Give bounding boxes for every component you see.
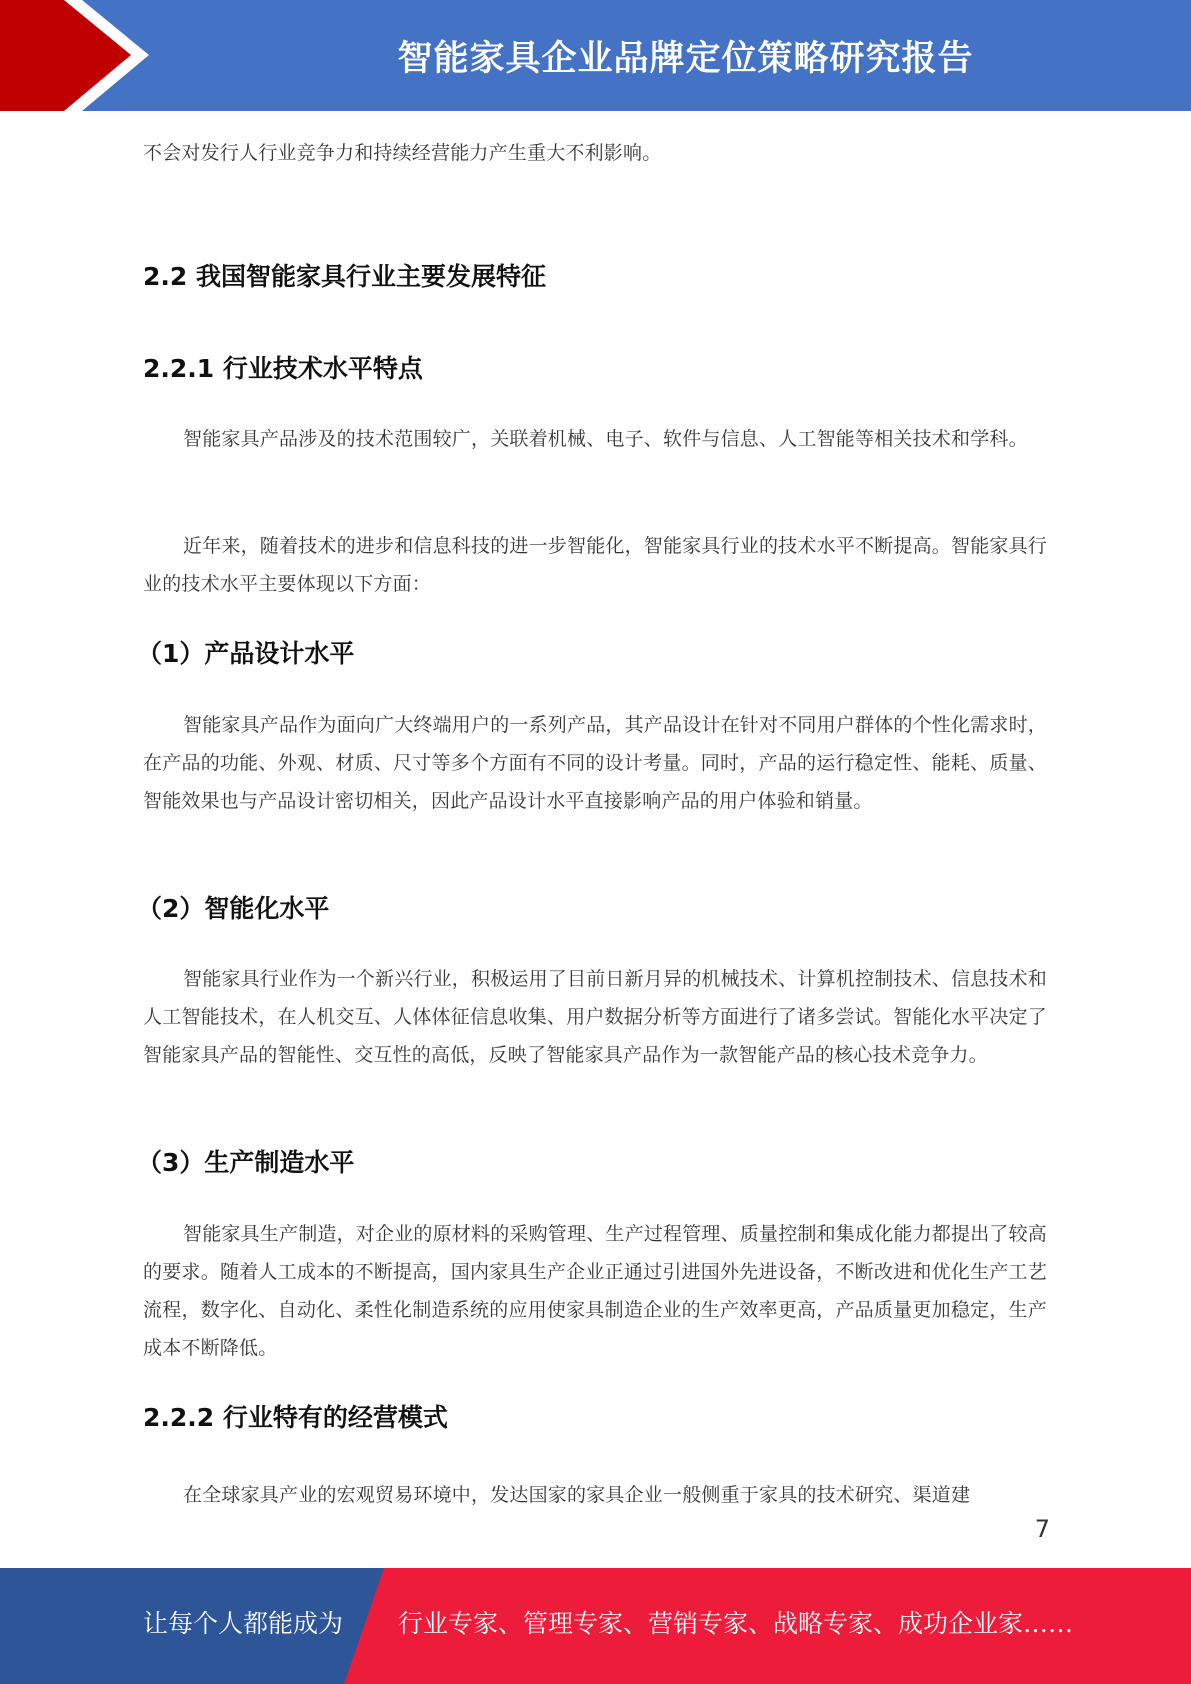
- report-title: 智能家具企业品牌定位策略研究报告: [397, 38, 974, 79]
- section-heading-2-2-1: 2.2.1 行业技术水平特点: [143, 354, 423, 383]
- paragraph-product-design: 智能家具产品作为面向广大终端用户的一系列产品，其产品设计在针对不同用户群体的个性化需求时，在产品的功能、外观、材质、尺寸等多个方面有不同的设计考量。同时，产品的运行稳定性、能耗、质量、智能效果也与产品设计密切相关，因此产品设计水平直接影响产品的用户体验和销量。: [143, 714, 1048, 812]
- paragraph-manufacturing: 智能家具生产制造，对企业的原材料的采购管理、生产过程管理、质量控制和集成化能力都提出了较高的要求。随着人工成本的不断提高，国内家具生产企业正通过引进国外先进设备，不断改进和优化生产工艺流程，数字化、自动化、柔性化制造系统的应用使家具制造企业的生产效率更高，产品质量更加稳定，生产成本不断降低。: [143, 1223, 1048, 1359]
- section-heading-2-2: 2.2 我国智能家具行业主要发展特征: [143, 262, 546, 291]
- section-heading-2-2-2: 2.2.2 行业特有的经营模式: [143, 1403, 448, 1432]
- subheading-manufacturing: （3）生产制造水平: [137, 1148, 355, 1177]
- footer-slogan-right: 行业专家、管理专家、营销专家、战略专家、成功企业家……: [398, 1609, 1074, 1638]
- subheading-intelligence: （2）智能化水平: [137, 894, 330, 923]
- paragraph-tech-scope: 智能家具产品涉及的技术范围较广，关联着机械、电子、软件与信息、人工智能等相关技术和学科。: [183, 428, 1028, 450]
- paragraph-business-model: 在全球家具产业的宏观贸易环境中，发达国家的家具企业一般侧重于家具的技术研究、渠道建: [183, 1484, 971, 1506]
- subheading-product-design: （1）产品设计水平: [137, 639, 355, 668]
- header-banner: [0, 0, 1191, 111]
- paragraph-tech-progress: 近年来，随着技术的进步和信息科技的进一步智能化，智能家具行业的技术水平不断提高。智能家具行业的技术水平主要体现以下方面：: [143, 535, 1048, 595]
- carryover-paragraph: 不会对发行人行业竞争力和持续经营能力产生重大不利影响。: [143, 142, 662, 164]
- footer-banner: [0, 1568, 1191, 1684]
- page-number: 7: [1034, 1515, 1050, 1543]
- footer-slogan-left: 让每个人都能成为: [143, 1609, 344, 1638]
- paragraph-intelligence: 智能家具行业作为一个新兴行业，积极运用了目前日新月异的机械技术、计算机控制技术、信息技术和人工智能技术，在人机交互、人体体征信息收集、用户数据分析等方面进行了诸多尝试。智能化水平决定了智能家具产品的智能性、交互性的高低，反映了智能家具产品作为一款智能产品的核心技术竞争力。: [143, 968, 1048, 1066]
